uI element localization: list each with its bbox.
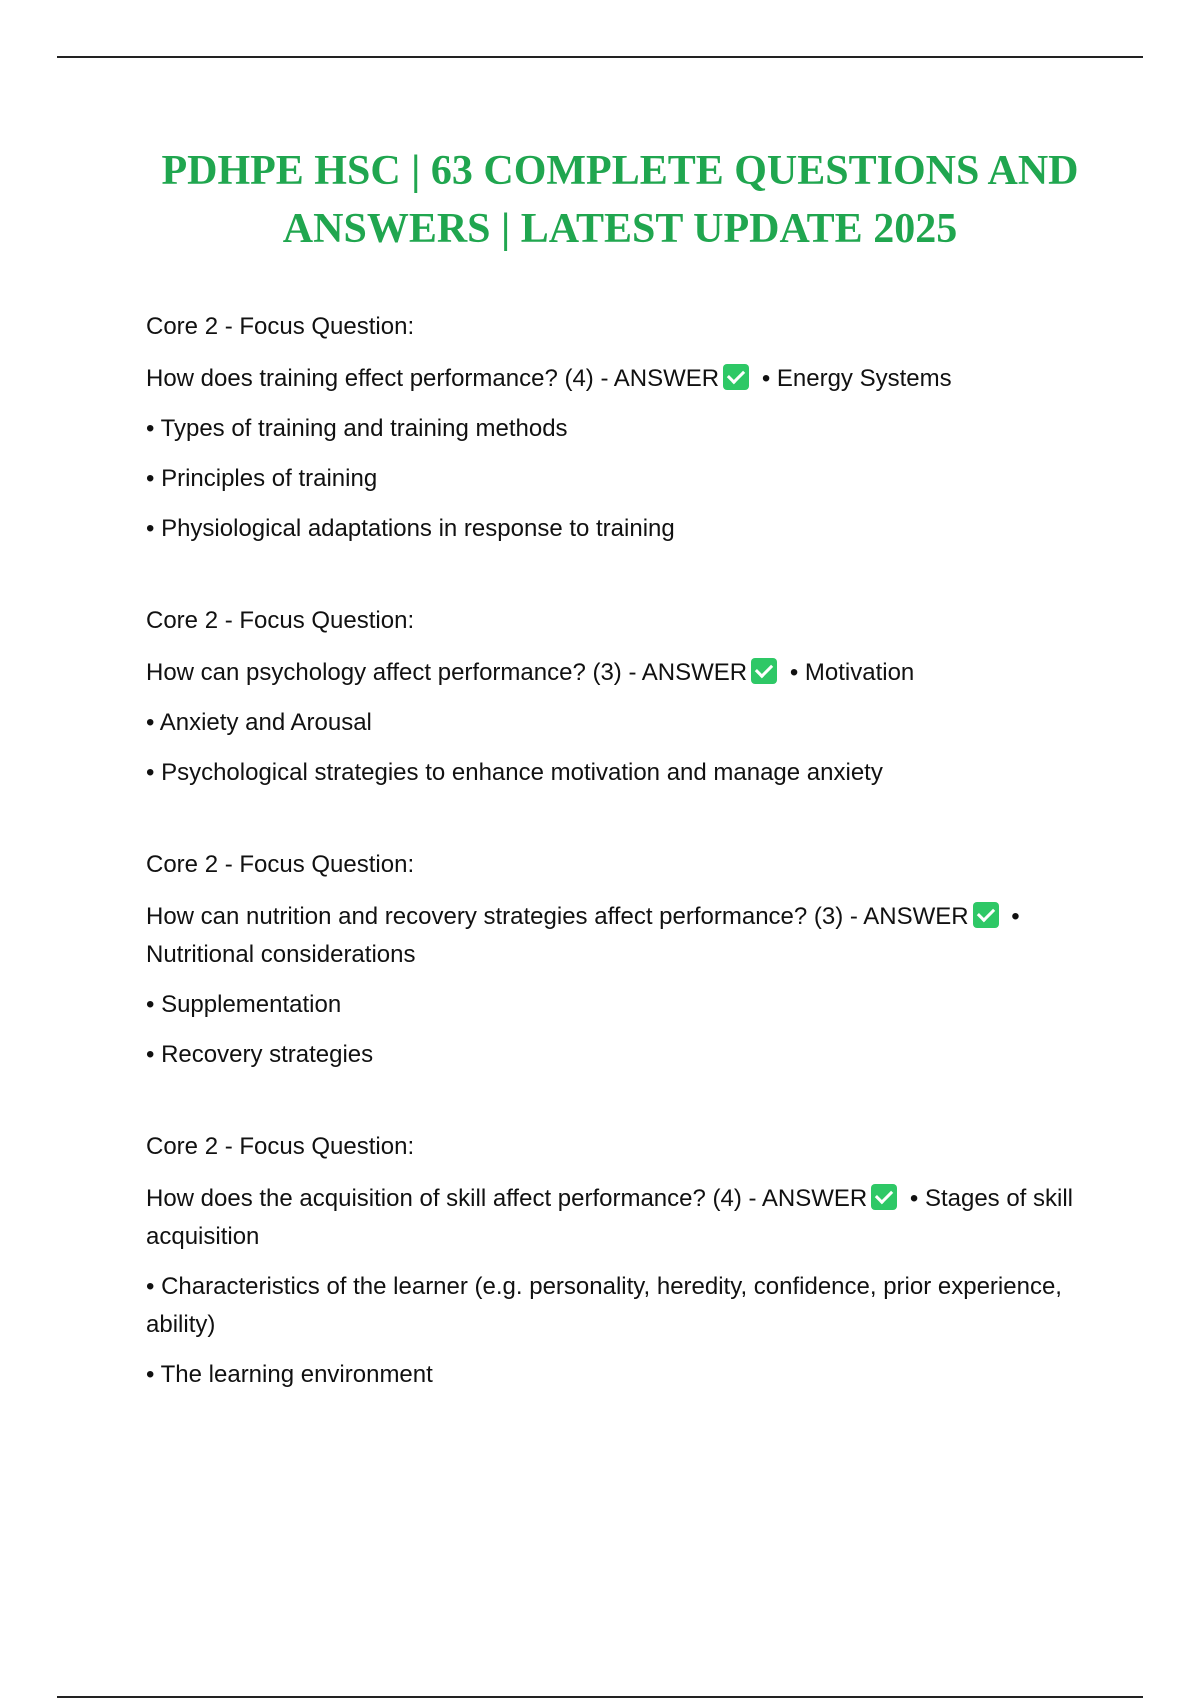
- qa-question-line: [146, 654, 1096, 692]
- qa-question-line: [146, 1180, 1096, 1256]
- check-icon: [751, 658, 777, 684]
- qa-question-line: [146, 360, 1096, 398]
- check-icon: [723, 364, 749, 390]
- qa-question-line: [146, 898, 1096, 974]
- qa-question: How does training effect performance? (4) - ANSWER: [146, 365, 720, 392]
- qa-bullet: • The learning environment: [146, 1361, 433, 1388]
- qa-bullet: • Principles of training: [146, 465, 378, 492]
- qa-first-answer: • Nutritional considerations: [146, 903, 1020, 968]
- top-divider: [57, 56, 1143, 58]
- qa-block: [146, 602, 1096, 792]
- qa-block: [146, 1128, 1096, 1394]
- qa-bullet: • Anxiety and Arousal: [146, 709, 372, 736]
- qa-first-answer: • Stages of skill acquisition: [146, 1185, 1074, 1250]
- document-title: PDHPE HSC | 63 COMPLETE QUESTIONS AND ANSWERS | LATEST UPDATE 2025: [161, 148, 1079, 252]
- qa-block: [146, 308, 1096, 548]
- qa-bullet: • Psychological strategies to enhance motivation and manage anxiety: [146, 759, 883, 786]
- qa-bullet: • Recovery strategies: [146, 1041, 374, 1068]
- qa-question: How does the acquisition of skill affect performance? (4) - ANSWER: [146, 1185, 868, 1212]
- qa-heading: Core 2 - Focus Question:: [146, 851, 415, 878]
- qa-content: [146, 308, 1096, 1448]
- bottom-divider: [57, 1696, 1143, 1698]
- qa-question: How can nutrition and recovery strategies affect performance? (3) - ANSWER: [146, 903, 969, 930]
- check-icon: [871, 1184, 897, 1210]
- qa-block: [146, 846, 1096, 1074]
- check-icon: [973, 902, 999, 928]
- qa-heading: Core 2 - Focus Question:: [146, 313, 415, 340]
- qa-first-answer: • Energy Systems: [761, 365, 952, 392]
- qa-heading: Core 2 - Focus Question:: [146, 607, 415, 634]
- qa-bullet: • Physiological adaptations in response to training: [146, 515, 675, 542]
- qa-bullet: • Supplementation: [146, 991, 342, 1018]
- qa-question: How can psychology affect performance? (3) - ANSWER: [146, 659, 748, 686]
- qa-heading: Core 2 - Focus Question:: [146, 1133, 415, 1160]
- qa-bullet: • Characteristics of the learner (e.g. personality, heredity, confidence, prior experience, ability): [146, 1273, 1062, 1338]
- qa-bullet: • Types of training and training methods: [146, 415, 568, 442]
- qa-first-answer: • Motivation: [789, 659, 915, 686]
